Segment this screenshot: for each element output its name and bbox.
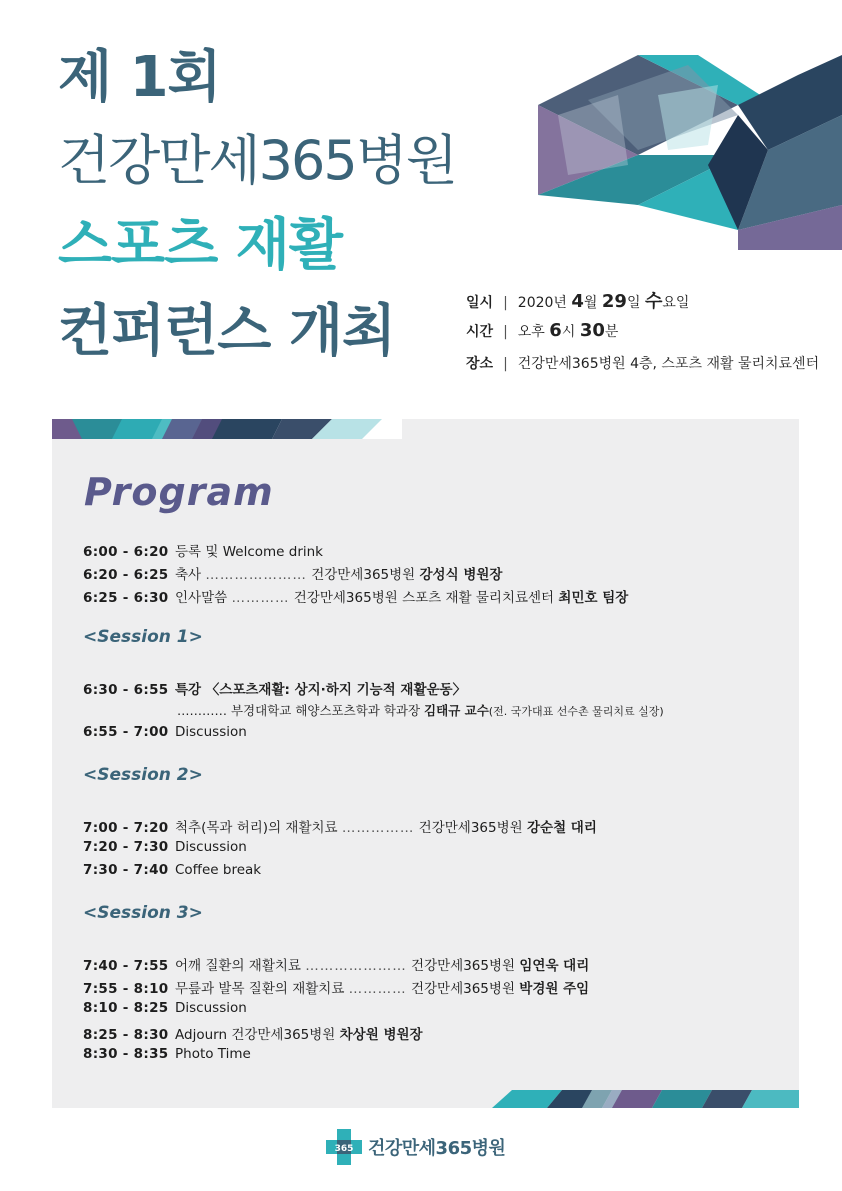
place-label: 장소: [466, 356, 494, 372]
time-minute: 30: [579, 320, 605, 341]
geometric-decoration: [538, 55, 842, 250]
date-day: 29: [601, 291, 627, 312]
program-item: 6:00 - 6:20 등록 및 Welcome drink: [83, 544, 323, 560]
program-item: 8:10 - 8:25 Discussion: [83, 1000, 247, 1016]
time-hour: 6: [549, 320, 562, 341]
program-item: 7:30 - 7:40 Coffee break: [83, 862, 262, 878]
program-item: 7:55 - 8:10 무릎과 발목 질환의 재활치료 ………… 건강만세365병원 박경원 주임: [83, 981, 590, 997]
program-item: 8:30 - 8:35 Photo Time: [83, 1046, 251, 1062]
date-label: 일시: [466, 295, 494, 311]
title-line-1: 제 1회: [58, 45, 221, 110]
session-1-heading: <Session 1>: [83, 627, 203, 647]
date-row: 일시 | 2020년 4월 29일 수요일: [466, 291, 690, 312]
program-item: 6:30 - 6:55 특강 〈스포츠재활: 상지·하지 기능적 재활운동〉: [83, 682, 467, 698]
title-line-3: 스포츠 재활: [58, 213, 342, 278]
program-item: 7:40 - 7:55 어깨 질환의 재활치료 ………………… 건강만세365병원 임연욱 대리: [83, 958, 590, 974]
program-item: 7:20 - 7:30 Discussion: [83, 839, 247, 855]
strip-decoration-bottom: [492, 1090, 799, 1108]
program-item: 8:25 - 8:30 Adjourn 건강만세365병원 차상원 병원장: [83, 1027, 423, 1043]
place-row: 장소 | 건강만세365병원 4층, 스포츠 재활 물리치료센터: [466, 353, 819, 373]
speaker-line: ………… 부경대학교 해양스포츠학과 학과장 김태규 교수(전. 국가대표 선수촌 물리치료 실장): [177, 703, 664, 718]
date-month: 4: [571, 291, 584, 312]
strip-decoration-top: [52, 419, 402, 439]
date-weekday: 수: [644, 291, 663, 312]
program-item: 6:20 - 6:25 축사 ………………… 건강만세365병원 강성식 병원장: [83, 567, 503, 583]
title-line-4: 컨퍼런스 개최: [58, 299, 396, 364]
logo-mark-text: 365: [334, 1144, 354, 1154]
program-item: 6:55 - 7:00 Discussion: [83, 724, 247, 740]
program-item: 7:00 - 7:20 척추(목과 허리)의 재활치료 …………… 건강만세365병원 강순철 대리: [83, 820, 597, 836]
title-line-2: 건강만세365병원: [58, 129, 457, 192]
program-item: 6:25 - 6:30 인사말씀 ………… 건강만세365병원 스포츠 재활 물리치료센터 최민호 팀장: [83, 590, 629, 606]
session-3-heading: <Session 3>: [83, 903, 203, 923]
time-label: 시간: [466, 324, 494, 340]
program-heading: Program: [84, 470, 274, 514]
hospital-name: 건강만세365병원: [368, 1138, 506, 1159]
date-year: 2020년: [517, 295, 567, 311]
place-value: 건강만세365병원 4층, 스포츠 재활 물리치료센터: [517, 356, 820, 372]
time-row: 시간 | 오후 6시 30분: [466, 320, 619, 341]
session-2-heading: <Session 2>: [83, 765, 203, 785]
